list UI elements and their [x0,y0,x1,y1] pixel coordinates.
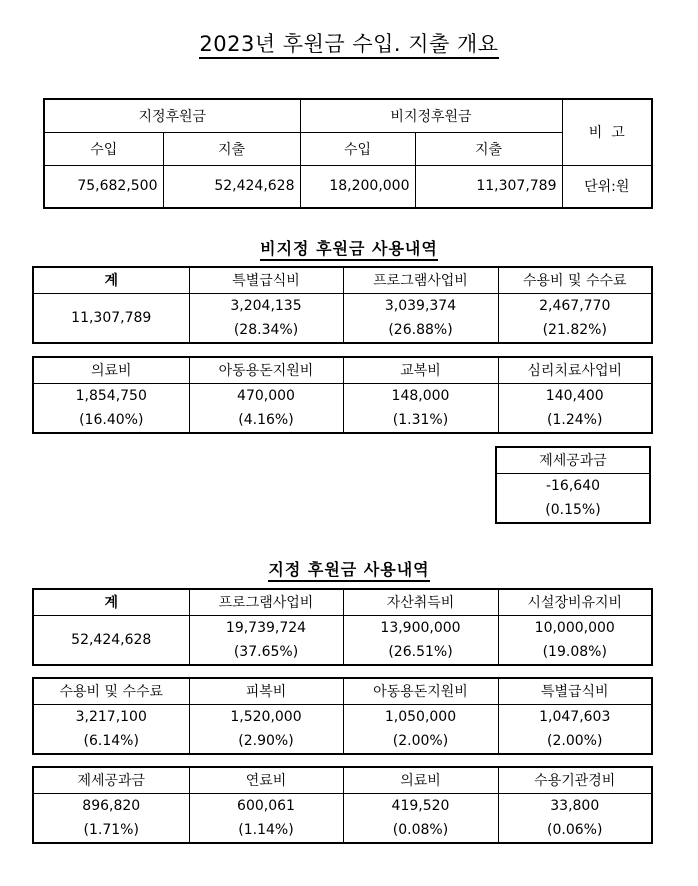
designated-expense-value: 52,424,628 [163,165,300,208]
item-value: 419,520 (0.08%) [343,793,498,843]
designated-header: 지정후원금 [44,99,300,132]
designated-income-value: 75,682,500 [44,165,163,208]
item-value: 13,900,000 (26.51%) [343,615,498,665]
item-value: 3,204,135 (28.34%) [189,293,343,343]
item-label: 제세공과금 [496,447,650,473]
item-label: 의료비 [343,767,498,793]
item-value: 19,739,724 (37.65%) [189,615,343,665]
item-value: 33,800 (0.06%) [498,793,652,843]
total-value: 11,307,789 [33,293,189,343]
item-value: 1,520,000 (2.90%) [189,704,343,754]
designated-title: 지정 후원금 사용내역 [0,557,698,580]
item-value: 2,467,770 (21.82%) [498,293,652,343]
total-label: 계 [33,267,189,293]
item-value: 10,000,000 (19.08%) [498,615,652,665]
item-label: 교복비 [343,357,498,383]
item-label: 피복비 [189,678,343,704]
nondesignated-expense-value: 11,307,789 [415,165,562,208]
total-label: 계 [33,589,189,615]
item-label: 특별급식비 [189,267,343,293]
page-title: 2023년 후원금 수입. 지출 개요 [0,28,698,58]
designated-income-label: 수입 [44,132,163,165]
item-value: 3,217,100 (6.14%) [33,704,189,754]
unit-label: 단위:원 [562,165,652,208]
item-value: 1,050,000 (2.00%) [343,704,498,754]
item-label: 프로그램사업비 [189,589,343,615]
item-label: 수용기관경비 [498,767,652,793]
item-label: 시설장비유지비 [498,589,652,615]
item-label: 심리치료사업비 [498,357,652,383]
item-label: 의료비 [33,357,189,383]
item-label: 프로그램사업비 [343,267,498,293]
item-label: 수용비 및 수수료 [498,267,652,293]
item-value: 1,047,603 (2.00%) [498,704,652,754]
nondesignated-expense-label: 지출 [415,132,562,165]
nondesignated-income-value: 18,200,000 [300,165,415,208]
designated-table-1 [32,588,653,666]
item-label: 아동용돈지원비 [189,357,343,383]
designated-expense-label: 지출 [163,132,300,165]
nondesignated-header: 비지정후원금 [300,99,562,132]
nondesignated-income-label: 수입 [300,132,415,165]
item-value: 1,854,750 (16.40%) [33,383,189,433]
item-value: 600,061 (1.14%) [189,793,343,843]
nondesignated-title: 비지정 후원금 사용내역 [0,236,698,259]
remarks-header: 비 고 [562,99,652,165]
total-value: 52,424,628 [33,615,189,665]
item-value: 148,000 (1.31%) [343,383,498,433]
item-value: 140,400 (1.24%) [498,383,652,433]
item-value: 896,820 (1.71%) [33,793,189,843]
designated-table-3 [32,766,653,844]
nondesignated-table-1 [32,266,653,344]
nondesignated-table-2 [32,356,653,434]
item-value: 470,000 (4.16%) [189,383,343,433]
item-label: 아동용돈지원비 [343,678,498,704]
item-value: -16,640 (0.15%) [496,473,650,523]
item-label: 연료비 [189,767,343,793]
item-label: 특별급식비 [498,678,652,704]
item-label: 제세공과금 [33,767,189,793]
nondesignated-table-3 [495,446,651,524]
designated-table-2 [32,677,653,755]
item-label: 수용비 및 수수료 [33,678,189,704]
item-value: 3,039,374 (26.88%) [343,293,498,343]
item-label: 자산취득비 [343,589,498,615]
summary-table [43,98,653,209]
